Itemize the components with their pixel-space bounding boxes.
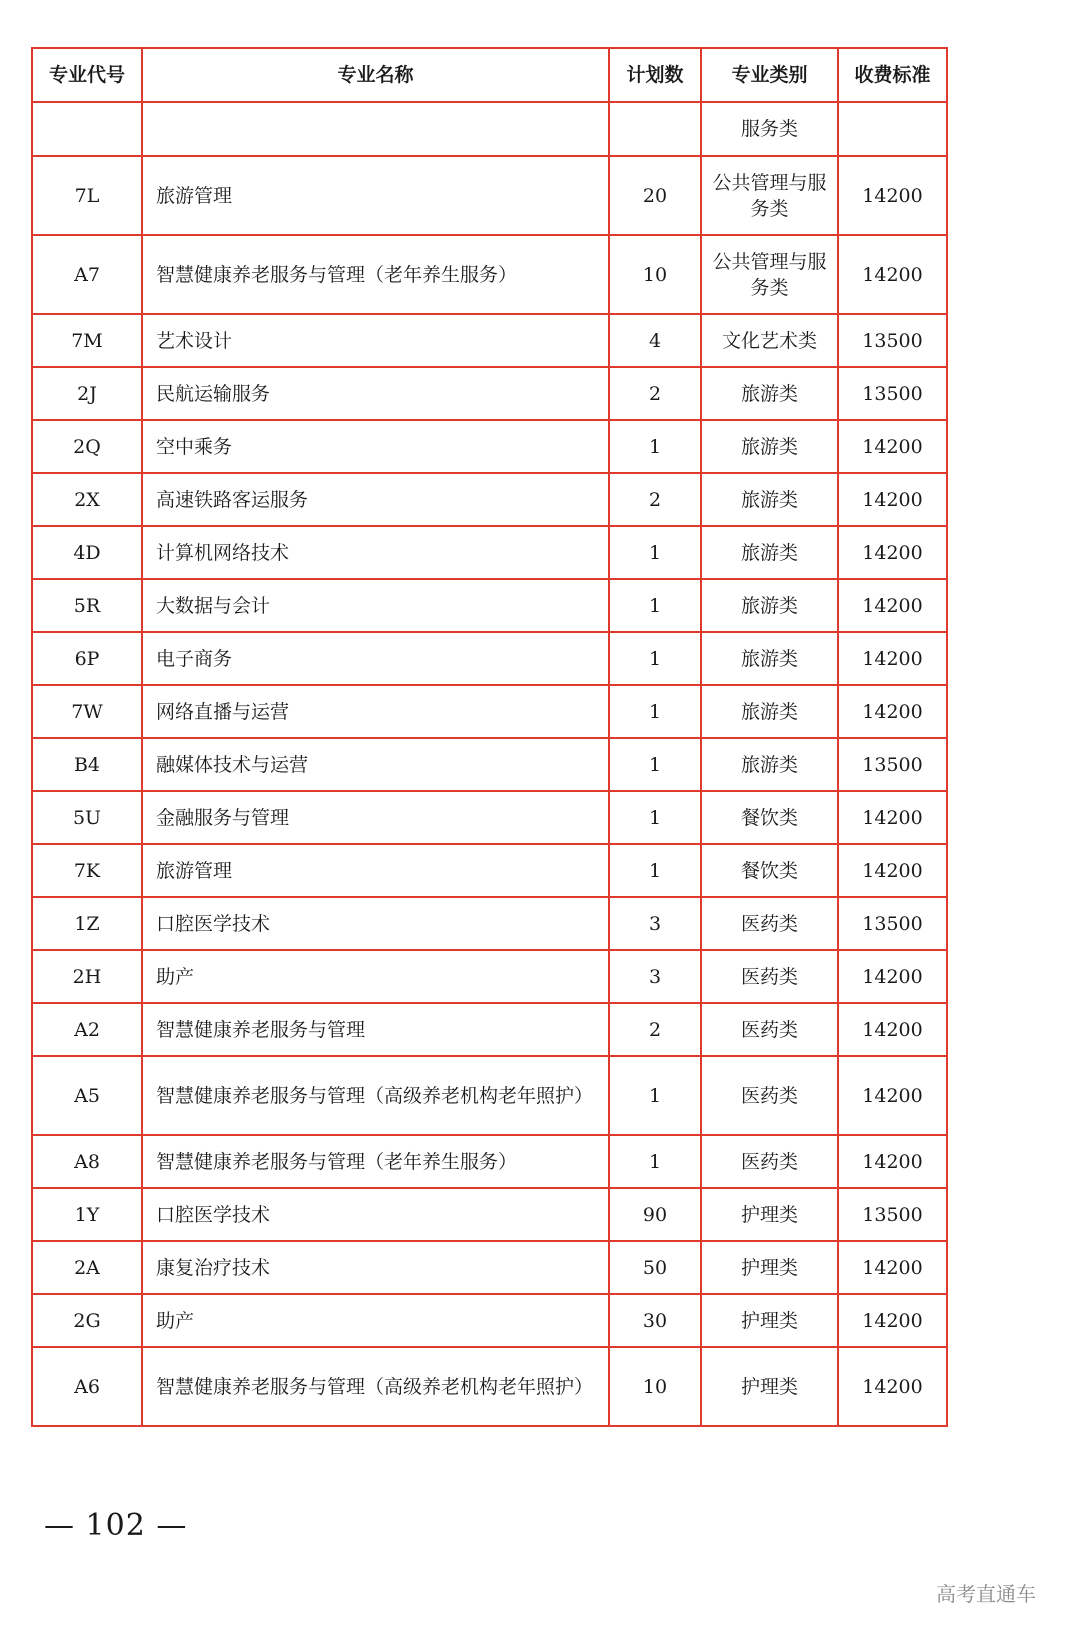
cell-plan: 1 (609, 844, 701, 897)
cell-fee: 14200 (838, 685, 947, 738)
table-row (32, 791, 947, 844)
header-major-category: 专业类别 (701, 48, 838, 102)
cell-category: 餐饮类 (701, 791, 838, 844)
table-row (32, 1241, 947, 1294)
cell-code (32, 102, 142, 156)
cell-fee: 14200 (838, 1241, 947, 1294)
cell-fee: 13500 (838, 314, 947, 367)
cell-category: 旅游类 (701, 738, 838, 791)
cell-name: 智慧健康养老服务与管理（高级养老机构老年照护） (142, 1056, 609, 1135)
cell-code: 5U (32, 791, 142, 844)
cell-code: 2J (32, 367, 142, 420)
cell-code: 2X (32, 473, 142, 526)
cell-name: 融媒体技术与运营 (142, 738, 609, 791)
cell-category: 旅游类 (701, 632, 838, 685)
table-row (32, 950, 947, 1003)
cell-fee: 13500 (838, 738, 947, 791)
cell-fee: 14200 (838, 950, 947, 1003)
enrollment-plan-table (31, 47, 948, 1427)
cell-fee: 14200 (838, 235, 947, 314)
cell-name: 智慧健康养老服务与管理（老年养生服务） (142, 235, 609, 314)
cell-category: 公共管理与服务类 (701, 235, 838, 314)
cell-plan: 2 (609, 1003, 701, 1056)
cell-name: 智慧健康养老服务与管理（高级养老机构老年照护） (142, 1347, 609, 1426)
cell-category: 餐饮类 (701, 844, 838, 897)
cell-name: 助产 (142, 1294, 609, 1347)
cell-name: 口腔医学技术 (142, 897, 609, 950)
table-row (32, 1188, 947, 1241)
table-row (32, 314, 947, 367)
cell-code: 6P (32, 632, 142, 685)
cell-code: 4D (32, 526, 142, 579)
header-major-name: 专业名称 (142, 48, 609, 102)
cell-code: 2Q (32, 420, 142, 473)
cell-code: A5 (32, 1056, 142, 1135)
cell-fee: 14200 (838, 420, 947, 473)
cell-fee: 14200 (838, 1294, 947, 1347)
cell-category: 文化艺术类 (701, 314, 838, 367)
cell-name: 计算机网络技术 (142, 526, 609, 579)
cell-plan: 10 (609, 1347, 701, 1426)
enrollment-plan-table-wrapper (31, 47, 948, 1427)
cell-category: 医药类 (701, 1056, 838, 1135)
table-row (32, 1347, 947, 1426)
cell-name (142, 102, 609, 156)
cell-code: 5R (32, 579, 142, 632)
cell-name: 民航运输服务 (142, 367, 609, 420)
table-row (32, 1056, 947, 1135)
cell-fee: 13500 (838, 1188, 947, 1241)
table-row (32, 102, 947, 156)
cell-name: 空中乘务 (142, 420, 609, 473)
cell-plan: 1 (609, 1135, 701, 1188)
cell-name: 网络直播与运营 (142, 685, 609, 738)
cell-category: 医药类 (701, 897, 838, 950)
cell-fee (838, 102, 947, 156)
cell-fee: 14200 (838, 1003, 947, 1056)
cell-code: 7M (32, 314, 142, 367)
cell-code: A7 (32, 235, 142, 314)
cell-plan: 4 (609, 314, 701, 367)
cell-name: 艺术设计 (142, 314, 609, 367)
table-row (32, 1135, 947, 1188)
header-fee-standard: 收费标准 (838, 48, 947, 102)
cell-category: 旅游类 (701, 367, 838, 420)
cell-category: 旅游类 (701, 473, 838, 526)
cell-category: 服务类 (701, 102, 838, 156)
cell-category: 旅游类 (701, 685, 838, 738)
cell-name: 旅游管理 (142, 844, 609, 897)
cell-plan: 3 (609, 897, 701, 950)
cell-code: A2 (32, 1003, 142, 1056)
cell-fee: 14200 (838, 791, 947, 844)
cell-plan: 1 (609, 526, 701, 579)
table-row (32, 579, 947, 632)
cell-fee: 14200 (838, 1347, 947, 1426)
cell-fee: 14200 (838, 579, 947, 632)
cell-category: 公共管理与服务类 (701, 156, 838, 235)
cell-code: 2A (32, 1241, 142, 1294)
cell-category: 护理类 (701, 1347, 838, 1426)
cell-name: 旅游管理 (142, 156, 609, 235)
cell-plan: 1 (609, 685, 701, 738)
table-row (32, 473, 947, 526)
table-row (32, 1003, 947, 1056)
table-row (32, 685, 947, 738)
cell-category: 护理类 (701, 1294, 838, 1347)
cell-code: 1Z (32, 897, 142, 950)
cell-name: 电子商务 (142, 632, 609, 685)
cell-plan: 90 (609, 1188, 701, 1241)
cell-code: 7W (32, 685, 142, 738)
cell-fee: 14200 (838, 1135, 947, 1188)
table-row (32, 632, 947, 685)
table-row (32, 526, 947, 579)
cell-plan: 1 (609, 579, 701, 632)
cell-name: 智慧健康养老服务与管理 (142, 1003, 609, 1056)
cell-code: 7K (32, 844, 142, 897)
cell-plan: 3 (609, 950, 701, 1003)
cell-plan: 2 (609, 473, 701, 526)
cell-name: 金融服务与管理 (142, 791, 609, 844)
cell-fee: 13500 (838, 897, 947, 950)
cell-code: A8 (32, 1135, 142, 1188)
cell-code: 2G (32, 1294, 142, 1347)
cell-category: 医药类 (701, 1135, 838, 1188)
table-row (32, 1294, 947, 1347)
cell-fee: 14200 (838, 526, 947, 579)
table-row (32, 156, 947, 235)
cell-category: 旅游类 (701, 526, 838, 579)
cell-fee: 14200 (838, 632, 947, 685)
cell-plan: 1 (609, 632, 701, 685)
cell-name: 智慧健康养老服务与管理（老年养生服务） (142, 1135, 609, 1188)
cell-code: 2H (32, 950, 142, 1003)
cell-fee: 14200 (838, 156, 947, 235)
table-row (32, 420, 947, 473)
cell-category: 医药类 (701, 950, 838, 1003)
cell-plan: 20 (609, 156, 701, 235)
cell-fee: 14200 (838, 473, 947, 526)
header-major-code: 专业代号 (32, 48, 142, 102)
cell-name: 口腔医学技术 (142, 1188, 609, 1241)
cell-code: 7L (32, 156, 142, 235)
table-row (32, 897, 947, 950)
cell-category: 护理类 (701, 1188, 838, 1241)
cell-plan: 50 (609, 1241, 701, 1294)
cell-name: 高速铁路客运服务 (142, 473, 609, 526)
cell-fee: 14200 (838, 1056, 947, 1135)
cell-category: 旅游类 (701, 579, 838, 632)
cell-name: 大数据与会计 (142, 579, 609, 632)
cell-fee: 13500 (838, 367, 947, 420)
cell-category: 护理类 (701, 1241, 838, 1294)
cell-code: B4 (32, 738, 142, 791)
cell-plan: 1 (609, 738, 701, 791)
table-row (32, 367, 947, 420)
table-row (32, 738, 947, 791)
cell-category: 旅游类 (701, 420, 838, 473)
cell-code: A6 (32, 1347, 142, 1426)
cell-plan: 1 (609, 791, 701, 844)
cell-name: 康复治疗技术 (142, 1241, 609, 1294)
cell-code: 1Y (32, 1188, 142, 1241)
cell-fee: 14200 (838, 844, 947, 897)
table-row (32, 844, 947, 897)
cell-plan: 2 (609, 367, 701, 420)
cell-plan: 10 (609, 235, 701, 314)
cell-plan: 1 (609, 420, 701, 473)
header-plan-count: 计划数 (609, 48, 701, 102)
table-header-row (32, 48, 947, 102)
cell-name: 助产 (142, 950, 609, 1003)
watermark-text: 高考直通车 (936, 1582, 1036, 1606)
cell-plan (609, 102, 701, 156)
cell-plan: 30 (609, 1294, 701, 1347)
page-number: — 102 — (44, 1508, 188, 1543)
table-row (32, 235, 947, 314)
cell-category: 医药类 (701, 1003, 838, 1056)
cell-plan: 1 (609, 1056, 701, 1135)
